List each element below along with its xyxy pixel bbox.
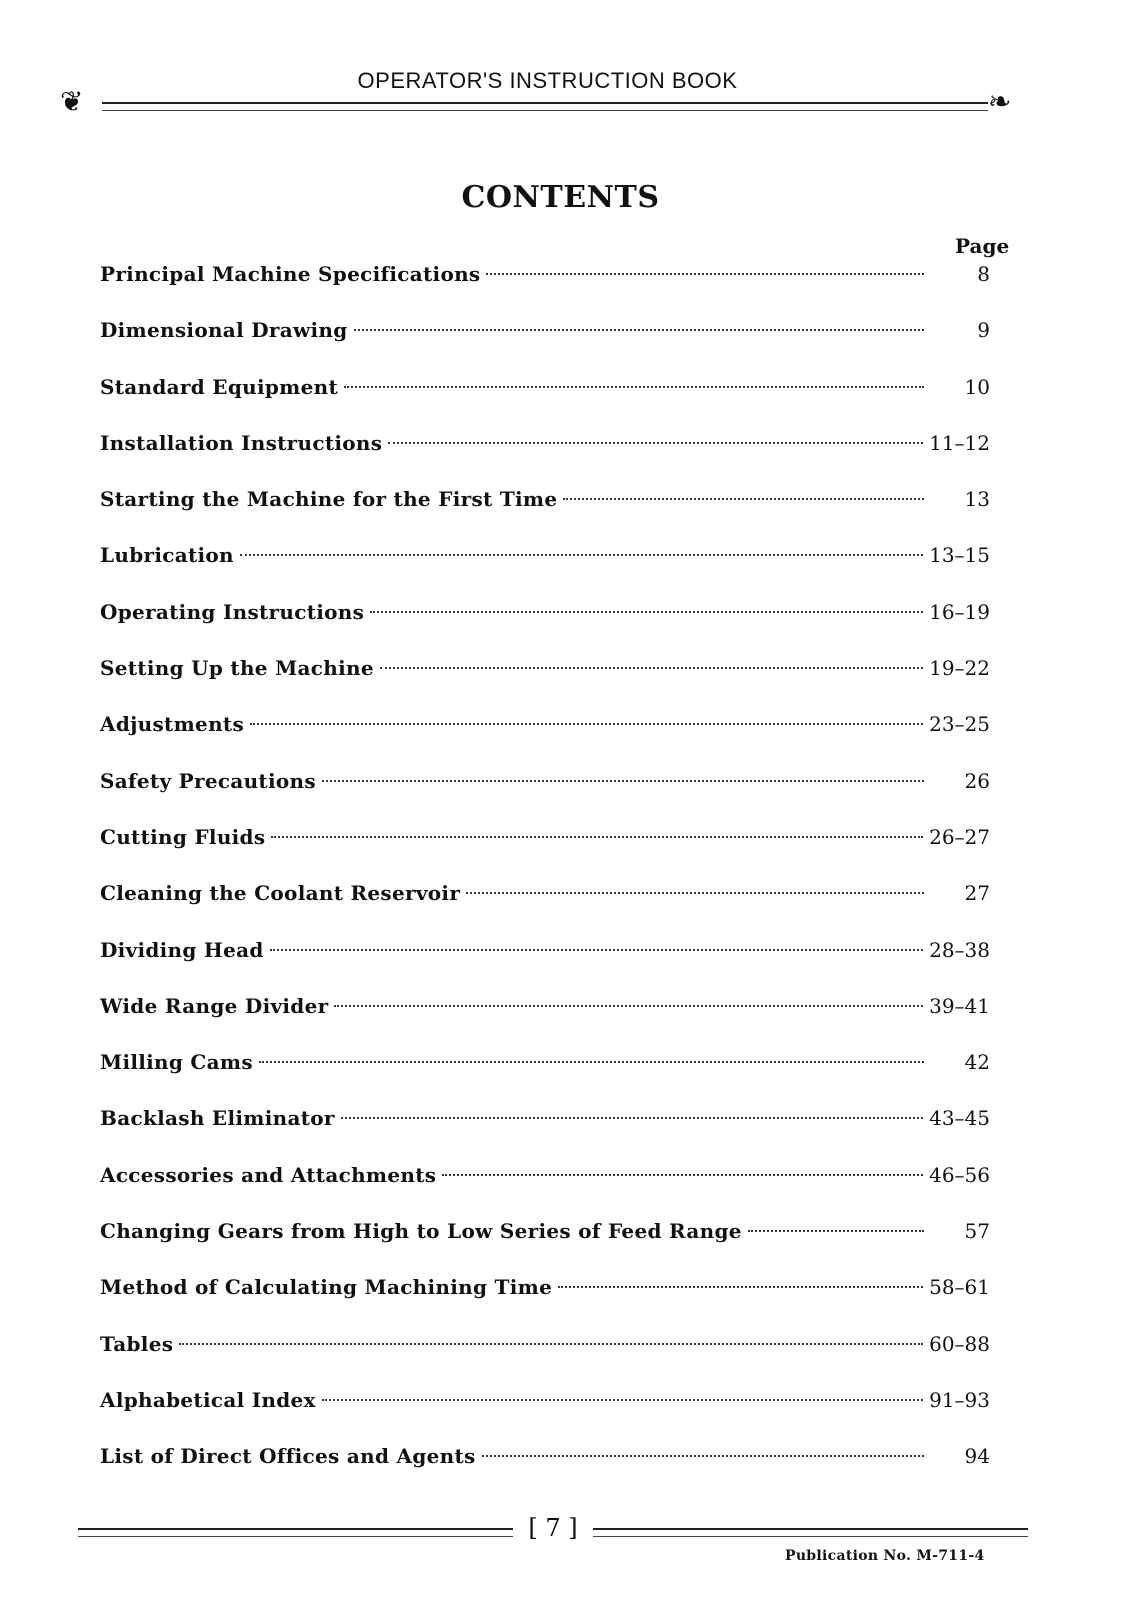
- dot-leader: [271, 836, 923, 838]
- toc-entry-title: Cleaning the Coolant Reservoir: [100, 881, 461, 906]
- dot-leader: [563, 498, 924, 500]
- page-column-label: Page: [955, 234, 1010, 258]
- dot-leader: [558, 1286, 923, 1288]
- toc-entry: [100, 314, 990, 370]
- dot-leader: [270, 949, 923, 951]
- table-of-contents: [100, 258, 990, 1497]
- toc-entry: [100, 652, 990, 708]
- footer-rule-right: [593, 1528, 1028, 1537]
- dot-leader: [442, 1174, 923, 1176]
- toc-entry-page: 46–56: [929, 1162, 990, 1187]
- toc-entry: [100, 765, 990, 821]
- toc-entry-title: Lubrication: [100, 543, 234, 568]
- toc-entry: [100, 1215, 990, 1271]
- toc-entry-title: Milling Cams: [100, 1050, 253, 1075]
- dot-leader: [179, 1343, 923, 1345]
- toc-entry: [100, 708, 990, 764]
- dot-leader: [240, 554, 923, 556]
- dot-leader: [341, 1117, 923, 1119]
- dot-leader: [322, 1399, 923, 1401]
- toc-entry-page: 16–19: [929, 599, 990, 624]
- dot-leader: [486, 273, 924, 275]
- toc-entry-title: Standard Equipment: [100, 374, 339, 399]
- toc-entry-title: Wide Range Divider: [100, 993, 329, 1018]
- toc-entry-title: Method of Calculating Machining Time: [100, 1275, 553, 1300]
- toc-entry-page: 91–93: [929, 1387, 990, 1412]
- dot-leader: [344, 386, 924, 388]
- toc-entry: [100, 1159, 990, 1215]
- toc-entry-title: Alphabetical Index: [100, 1387, 316, 1412]
- toc-entry: [100, 990, 990, 1046]
- toc-entry-title: Accessories and Attachments: [100, 1162, 437, 1187]
- toc-entry: [100, 371, 990, 427]
- header-rule-left: [102, 102, 552, 111]
- toc-entry-page: 28–38: [929, 937, 990, 962]
- toc-entry: [100, 1046, 990, 1102]
- dot-leader: [250, 723, 923, 725]
- toc-entry: [100, 596, 990, 652]
- contents-heading: CONTENTS: [461, 180, 660, 215]
- page-footer: [78, 1514, 1028, 1550]
- toc-entry-page: 43–45: [929, 1106, 990, 1131]
- toc-entry-title: Dividing Head: [100, 937, 264, 962]
- toc-entry-page: 27: [964, 881, 990, 906]
- toc-entry: [100, 483, 990, 539]
- toc-entry: [100, 258, 990, 314]
- toc-entry-title: Safety Precautions: [100, 768, 316, 793]
- dot-leader: [380, 667, 923, 669]
- footer-rule-left: [78, 1528, 513, 1537]
- toc-entry-title: Cutting Fluids: [100, 824, 266, 849]
- toc-entry-page: 13: [964, 487, 990, 512]
- header-rule-right: [552, 102, 988, 111]
- toc-entry-page: 39–41: [929, 993, 990, 1018]
- toc-entry-page: 60–88: [929, 1331, 990, 1356]
- toc-entry-title: Installation Instructions: [100, 430, 383, 455]
- toc-entry-title: Backlash Eliminator: [100, 1106, 335, 1131]
- toc-entry-page: 26: [964, 768, 990, 793]
- toc-entry-title: Starting the Machine for the First Time: [100, 487, 558, 512]
- dot-leader: [466, 892, 924, 894]
- toc-entry-page: 23–25: [929, 712, 990, 737]
- toc-entry: [100, 934, 990, 990]
- toc-entry: [100, 1384, 990, 1440]
- dot-leader: [748, 1230, 924, 1232]
- toc-entry-page: 8: [977, 262, 990, 286]
- toc-entry: [100, 539, 990, 595]
- toc-entry-page: 26–27: [929, 824, 990, 849]
- dot-leader: [388, 442, 923, 444]
- dot-leader: [354, 329, 924, 331]
- toc-entry-title: Tables: [100, 1331, 174, 1356]
- toc-entry-page: 9: [977, 318, 990, 343]
- toc-entry-title: Setting Up the Machine: [100, 656, 374, 681]
- publication-number: Publication No. M-711-4: [785, 1548, 985, 1564]
- toc-entry: [100, 821, 990, 877]
- toc-entry-title: Principal Machine Specifications: [100, 262, 481, 286]
- running-header: [60, 66, 1035, 116]
- toc-entry: [100, 877, 990, 933]
- toc-entry-title: Changing Gears from High to Low Series of Feed Range: [100, 1219, 742, 1244]
- toc-entry: [100, 1271, 990, 1327]
- toc-entry-page: 58–61: [929, 1275, 990, 1300]
- dot-leader: [322, 780, 924, 782]
- toc-entry-title: Operating Instructions: [100, 599, 365, 624]
- toc-entry-title: Adjustments: [100, 712, 245, 737]
- toc-entry-page: 10: [964, 374, 990, 399]
- ornament-left-icon: ❦: [60, 85, 84, 118]
- dot-leader: [482, 1455, 924, 1457]
- toc-entry-title: Dimensional Drawing: [100, 318, 348, 343]
- ornament-right-icon: ❧: [988, 85, 1012, 118]
- toc-entry-page: 13–15: [929, 543, 990, 568]
- toc-entry-page: 57: [964, 1219, 990, 1244]
- toc-entry-page: 94: [964, 1444, 990, 1469]
- toc-entry: [100, 1440, 990, 1496]
- page-number: [ 7 ]: [528, 1514, 578, 1542]
- dot-leader: [334, 1005, 923, 1007]
- toc-entry-page: 42: [964, 1050, 990, 1075]
- toc-entry-page: 19–22: [929, 656, 990, 681]
- toc-entry: [100, 1328, 990, 1384]
- toc-entry: [100, 427, 990, 483]
- dot-leader: [259, 1061, 924, 1063]
- toc-entry-page: 11–12: [929, 430, 990, 455]
- toc-entry-title: List of Direct Offices and Agents: [100, 1444, 476, 1469]
- book-title: OPERATOR'S INSTRUCTION BOOK: [357, 68, 738, 93]
- dot-leader: [370, 611, 923, 613]
- toc-entry: [100, 1102, 990, 1158]
